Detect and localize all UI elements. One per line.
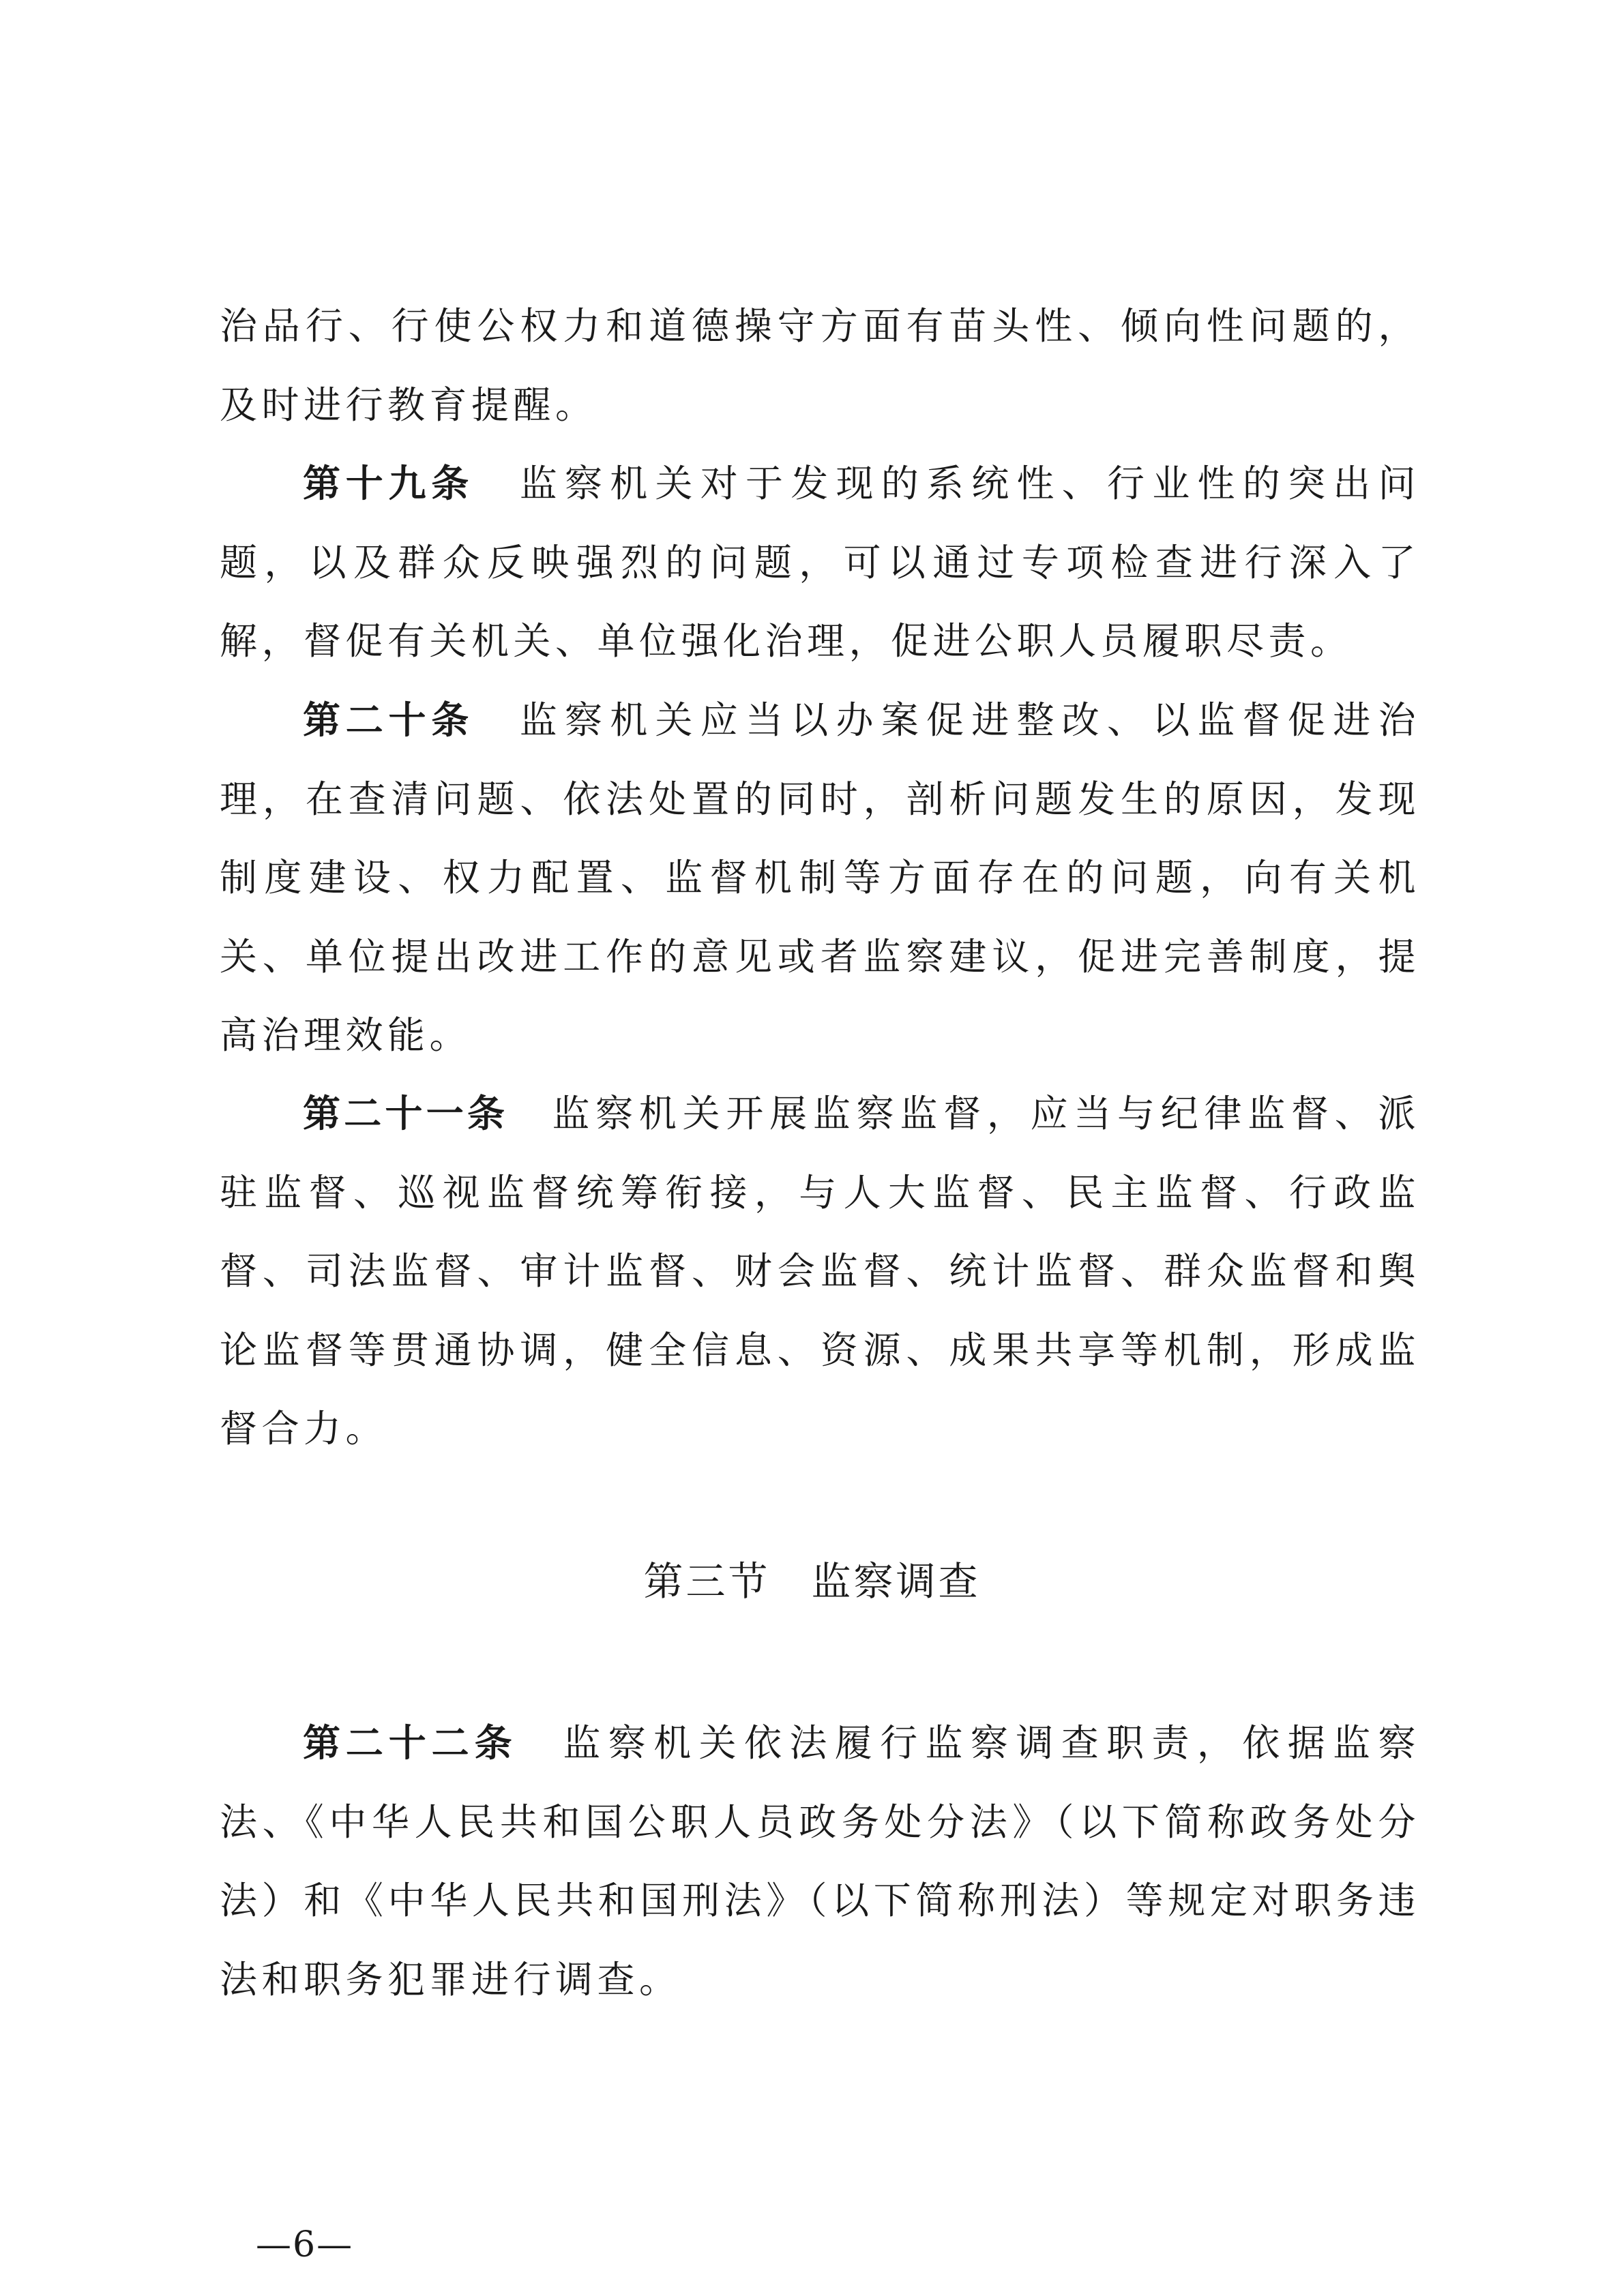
section-heading xyxy=(0,1549,1624,1607)
article-19 xyxy=(220,445,1420,681)
article-20-label: 第二十条 xyxy=(303,698,474,742)
article-21-text: 监察机关开展监察监督，应当与纪律监督、派驻监督、巡视监督统筹衔接，与人大监督、民主监督、行政监督、司法监督、审计监督、财会监督、统计监督、群众监督和舆论监督等贯通协调，健全信息、资源、成果共享等机制，形成监督合力。 xyxy=(220,1092,1420,1450)
article-19-label: 第十九条 xyxy=(303,462,474,505)
article-21 xyxy=(220,1075,1420,1469)
article-22 xyxy=(220,1704,1420,2019)
continuation-paragraph xyxy=(220,287,1420,445)
article-21-label: 第二十一条 xyxy=(303,1092,509,1135)
continuation-text: 治品行、行使公权力和道德操守方面有苗头性、倾向性问题的，及时进行教育提醒。 xyxy=(220,304,1420,427)
article-20 xyxy=(220,681,1420,1075)
article-19-text: 监察机关对于发现的系统性、行业性的突出问题，以及群众反映强烈的问题，可以通过专项检查进行深入了解，督促有关机关、单位强化治理，促进公职人员履职尽责。 xyxy=(220,462,1420,663)
page-number: —6— xyxy=(256,2224,354,2265)
section-title-text: 监察调查 xyxy=(811,1558,981,1605)
section-label: 第三节 xyxy=(643,1558,771,1605)
article-22-text: 监察机关依法履行监察调查职责，依据监察法、《中华人民共和国公职人员政务处分法》（以下简称政务处分法）和《中华人民共和国刑法》（以下简称刑法）等规定对职务违法和职务犯罪进行调查。 xyxy=(220,1721,1420,2001)
article-22-label: 第二十二条 xyxy=(303,1721,518,1765)
article-20-text: 监察机关应当以办案促进整改、以监督促进治理，在查清问题、依法处置的同时，剖析问题发生的原因，发现制度建设、权力配置、监督机制等方面存在的问题，向有关机关、单位提出改进工作的意见或者监察建议，促进完善制度，提高治理效能。 xyxy=(220,698,1420,1057)
